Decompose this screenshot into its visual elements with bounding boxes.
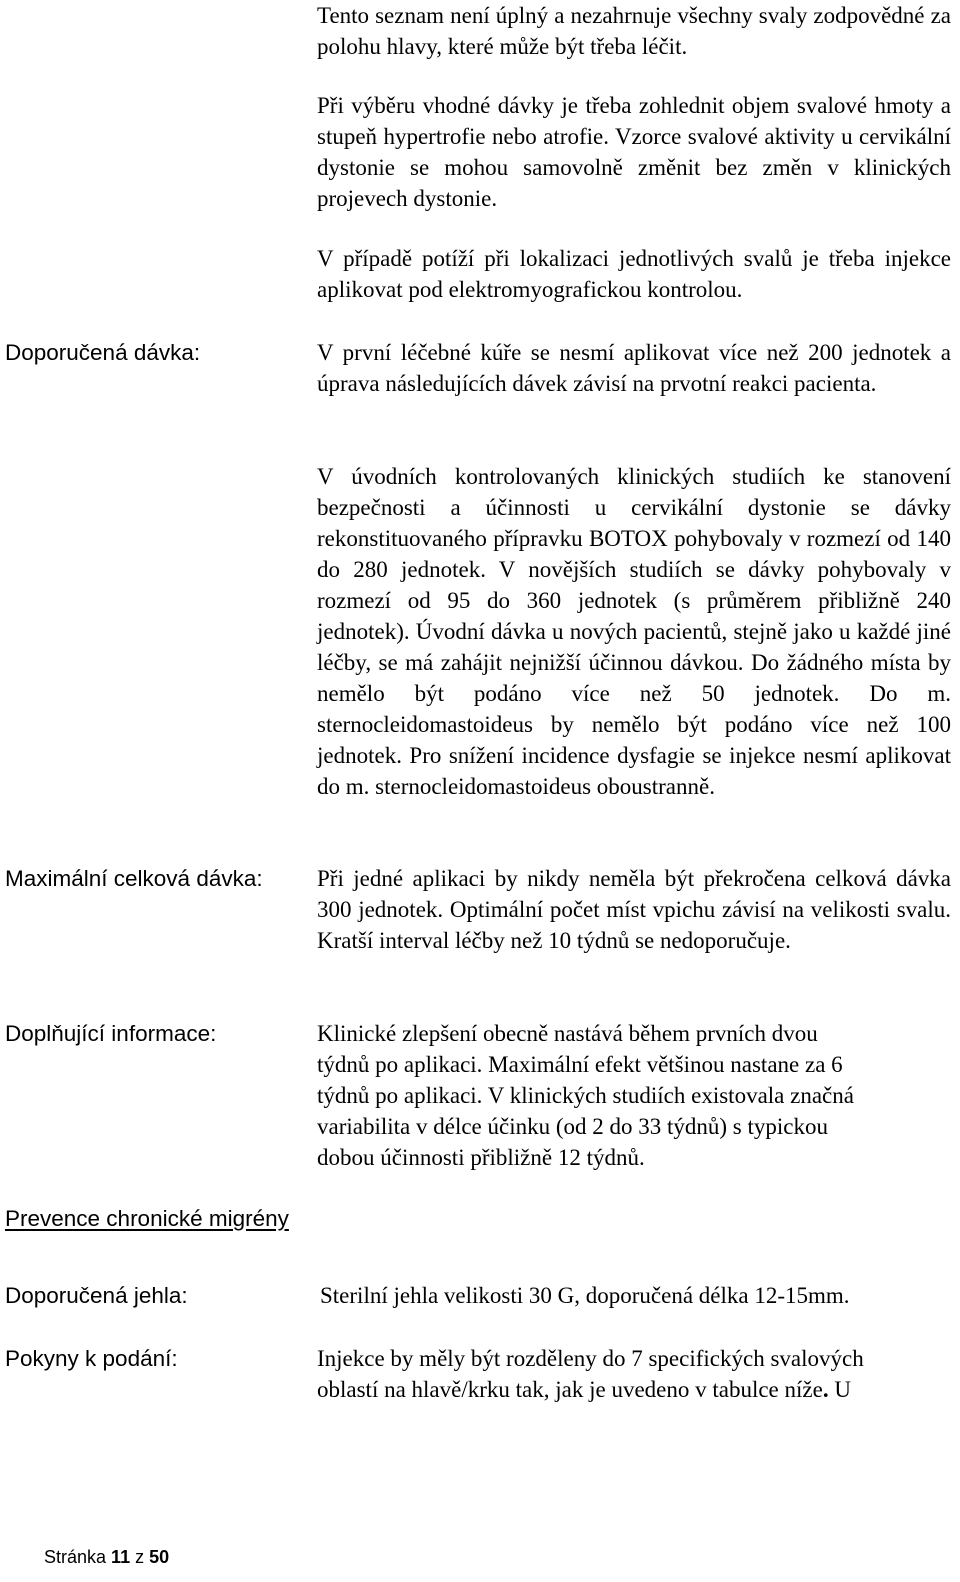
paragraph-first-treatment-dose: V první léčebné kúře se nesmí aplikovat více než 200 jednotek a úprava následujících dávek závisí na prvotní reakci pacienta. — [317, 340, 951, 396]
label-recommended-dose: Doporučená dávka: — [5, 340, 201, 365]
paragraph-clinical-studies-dose: V úvodních kontrolovaných klinických studiích ke stanovení bezpečnosti a účinnosti u cervikální dystonie se dávky rekonstituovaného přípravku BOTOX pohybovaly v rozmezí od 140 do 280 jednotek. V novějších studiích se dávky pohybovaly v rozmezí od 95 do 360 jednotek (s průměrem přibližně 240 jednotek). Úvodní dávka u nových pacientů, stejně jako u každé jiné léčby, se má zahájit nejnižší účinnou dávkou. Do žádného místa by nemělo být podáno více než 50 jednotek. Do m. sternocleidomastoideus by nemělo být podáno více než 100 jednotek. Pro snížení incidence dysfagie se injekce nesmí aplikovat do m. sternocleidomastoideus oboustranně. — [317, 464, 951, 799]
paragraph-additional-info — [317, 1018, 951, 1173]
page-number-current: 11 — [111, 1547, 131, 1567]
label-max-total-dose: Maximální celková dávka: — [5, 866, 263, 891]
page-footer — [44, 1545, 169, 1569]
label-recommended-needle: Doporučená jehla: — [5, 1283, 188, 1308]
page-number-total: 50 — [149, 1547, 170, 1567]
additional-info-line: dobou účinnosti přibližně 12 týdnů. — [317, 1145, 645, 1170]
paragraph-emg-guidance: V případě potíží při lokalizaci jednotlivých svalů je třeba injekce aplikovat pod elektromyografickou kontrolou. — [317, 246, 951, 302]
paragraph-administration — [317, 1343, 951, 1405]
paragraph-max-total-dose: Při jedné aplikaci by nikdy neměla být překročena celková dávka 300 jednotek. Optimální počet míst vpichu závisí na velikosti svalu. Kratší interval léčby než 10 týdnů se nedoporučuje. — [317, 866, 951, 953]
paragraph-muscle-list-note: Tento seznam není úplný a nezahrnuje všechny svaly zodpovědné za polohu hlavy, které může být třeba léčit. — [317, 3, 951, 59]
additional-info-line: týdnů po aplikaci. V klinických studiích existovala značná — [317, 1083, 854, 1108]
label-additional-info: Doplňující informace: — [5, 1021, 217, 1046]
page-number-separator: z — [130, 1547, 150, 1567]
administration-line: Injekce by měly být rozděleny do 7 specifických svalových — [317, 1346, 864, 1371]
page-number-prefix: Stránka — [44, 1547, 112, 1567]
section-heading-chronic-migraine: Prevence chronické migrény — [5, 1206, 289, 1231]
administration-line-text: oblastí na hlavě/krku tak, jak je uvedeno v tabulce níže — [317, 1377, 823, 1402]
administration-line — [317, 1374, 951, 1405]
additional-info-line: týdnů po aplikaci. Maximální efekt většinou nastane za 6 — [317, 1052, 843, 1077]
additional-info-line: variabilita v délce účinku (od 2 do 33 týdnů) s typickou — [317, 1114, 828, 1139]
paragraph-recommended-needle: Sterilní jehla velikosti 30 G, doporučená délka 12-15mm. — [320, 1283, 850, 1308]
paragraph-dose-selection: Při výběru vhodné dávky je třeba zohlednit objem svalové hmoty a stupeň hypertrofie nebo atrofie. Vzorce svalové aktivity u cervikální dystonie se mohou samovolně změnit bez změn v klinických projevech dystonie. — [317, 93, 951, 211]
additional-info-line: Klinické zlepšení obecně nastává během prvních dvou — [317, 1021, 818, 1046]
administration-line-tail: U — [828, 1377, 851, 1402]
administration-bold-period: . — [822, 1377, 829, 1402]
label-administration: Pokyny k podání: — [5, 1346, 178, 1371]
